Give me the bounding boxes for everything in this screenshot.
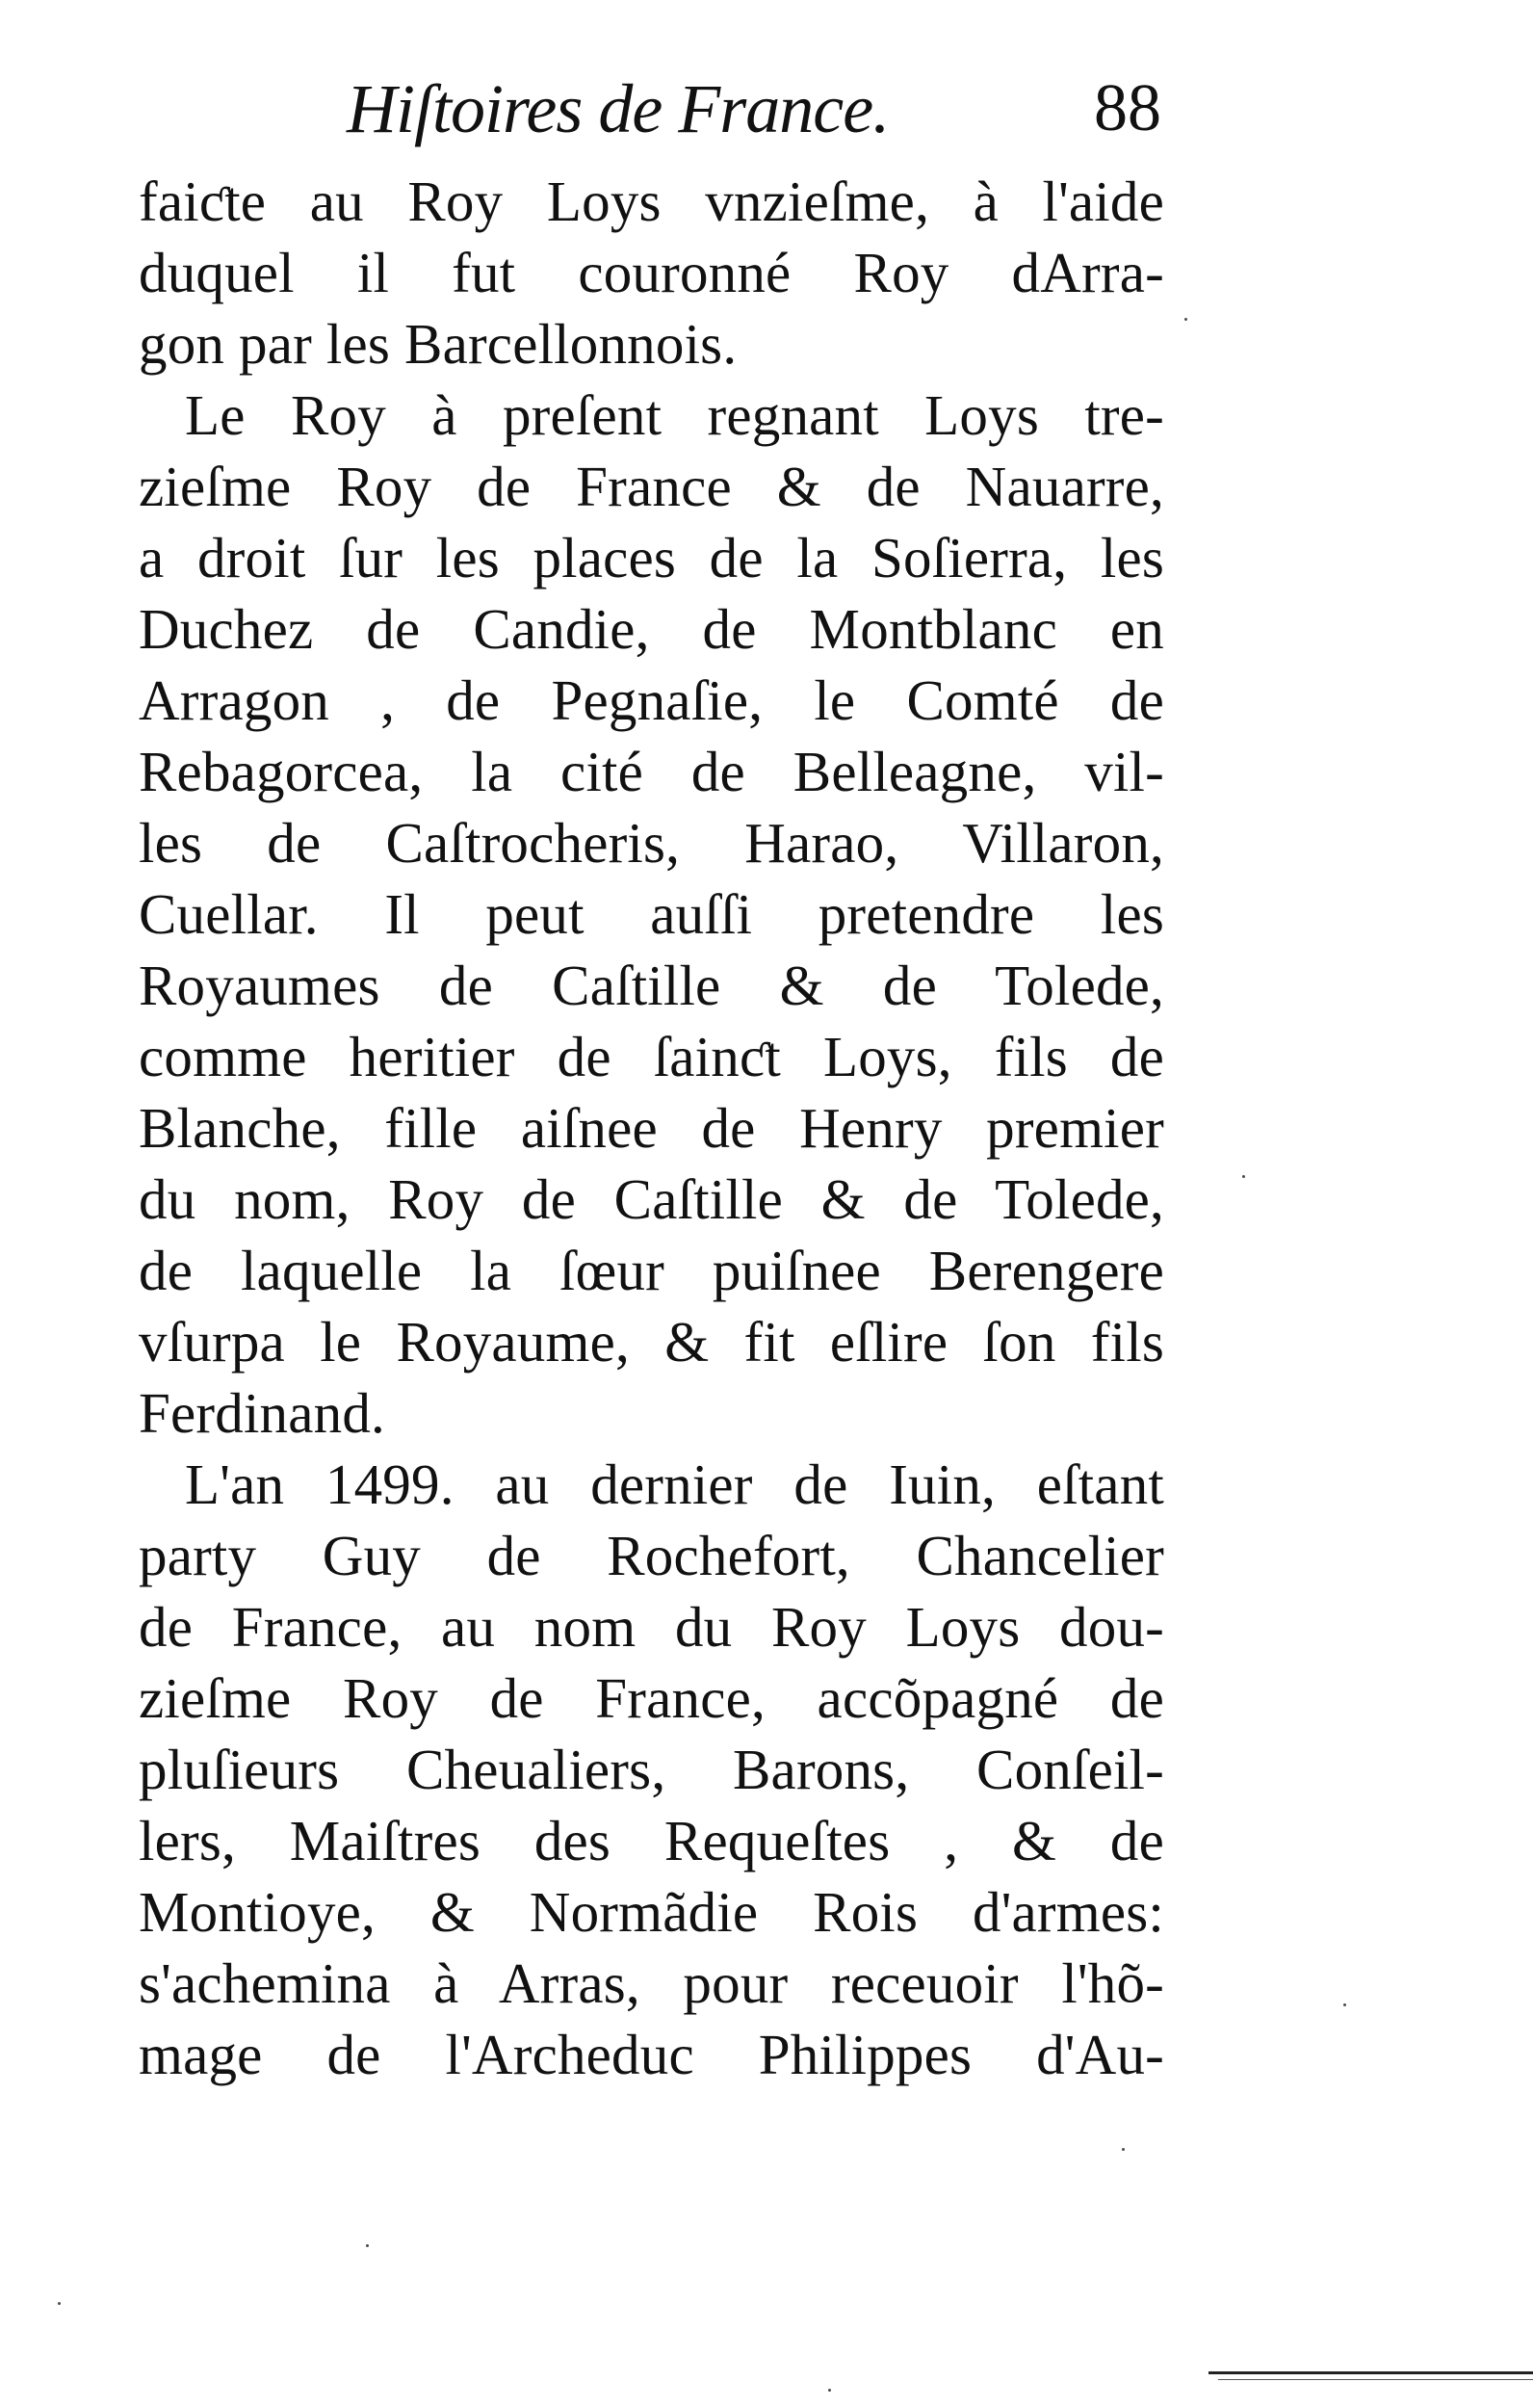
running-title: Hiſtoires de France. — [347, 70, 890, 147]
text-line: gon par les Barcellonnois. — [139, 312, 738, 376]
text-line: les de Caſtrocheris, Harao, Villaron, — [139, 811, 1164, 875]
page-edge-rule — [1218, 2379, 1533, 2380]
text-line: L'an 1499. au dernier de Iuin, eſtant — [185, 1453, 1164, 1516]
text-line: Blanche, fille aiſnee de Henry premier — [139, 1096, 1164, 1160]
text-line: de laquelle la ſœur puiſnee Berengere — [139, 1239, 1164, 1302]
scan-speck — [828, 2389, 831, 2392]
text-line: mage de l'Archeduc Philippes d'Au- — [139, 2023, 1164, 2086]
scan-speck — [1343, 2003, 1346, 2006]
text-line: s'achemina à Arras, pour receuoir l'hõ- — [139, 1951, 1164, 2015]
text-line: duquel il fut couronné Roy dArra- — [139, 241, 1164, 304]
text-line: Cuellar. Il peut auſſi pretendre les — [139, 882, 1164, 946]
text-line: Montioye, & Normãdie Rois d'armes: — [139, 1880, 1164, 1944]
text-line: Ferdinand. — [139, 1381, 385, 1445]
scan-speck — [1242, 1175, 1245, 1178]
scan-speck — [1122, 2148, 1125, 2151]
text-line: Arragon , de Pegnaſie, le Comté de — [139, 668, 1164, 732]
text-line: a droit ſur les places de la Soſierra, les — [139, 526, 1164, 589]
text-line: Royaumes de Caſtille & de Tolede, — [139, 954, 1164, 1017]
page-number: 88 — [1094, 71, 1161, 145]
scan-speck — [1184, 318, 1187, 321]
running-head — [347, 56, 1184, 162]
text-line: zieſme Roy de France & de Nauarre, — [139, 455, 1164, 518]
text-line: zieſme Roy de France, accõpagné de — [139, 1666, 1164, 1730]
body-text — [139, 166, 1164, 2090]
text-line: Duchez de Candie, de Montblanc en — [139, 597, 1164, 661]
text-line: faiƈte au Roy Loys vnzieſme, à l'aide — [139, 170, 1164, 233]
text-line: Rebagorcea, la cité de Belleagne, vil- — [139, 740, 1164, 803]
text-line: Le Roy à preſent regnant Loys tre- — [185, 383, 1164, 447]
text-line: comme heritier de ſainƈt Loys, fils de — [139, 1025, 1164, 1088]
scan-speck — [366, 2244, 369, 2247]
text-line: lers, Maiſtres des Requeſtes , & de — [139, 1809, 1164, 1872]
text-line: party Guy de Rochefort, Chancelier — [139, 1524, 1164, 1587]
page-edge-rule — [1208, 2371, 1533, 2374]
text-line: du nom, Roy de Caſtille & de Tolede, — [139, 1167, 1164, 1231]
scan-speck — [58, 2302, 61, 2305]
text-line: vſurpa le Royaume, & fit eſlire ſon fils — [139, 1310, 1164, 1374]
text-line: pluſieurs Cheualiers, Barons, Conſeil- — [139, 1738, 1164, 1801]
text-line: de France, au nom du Roy Loys dou- — [139, 1595, 1164, 1659]
